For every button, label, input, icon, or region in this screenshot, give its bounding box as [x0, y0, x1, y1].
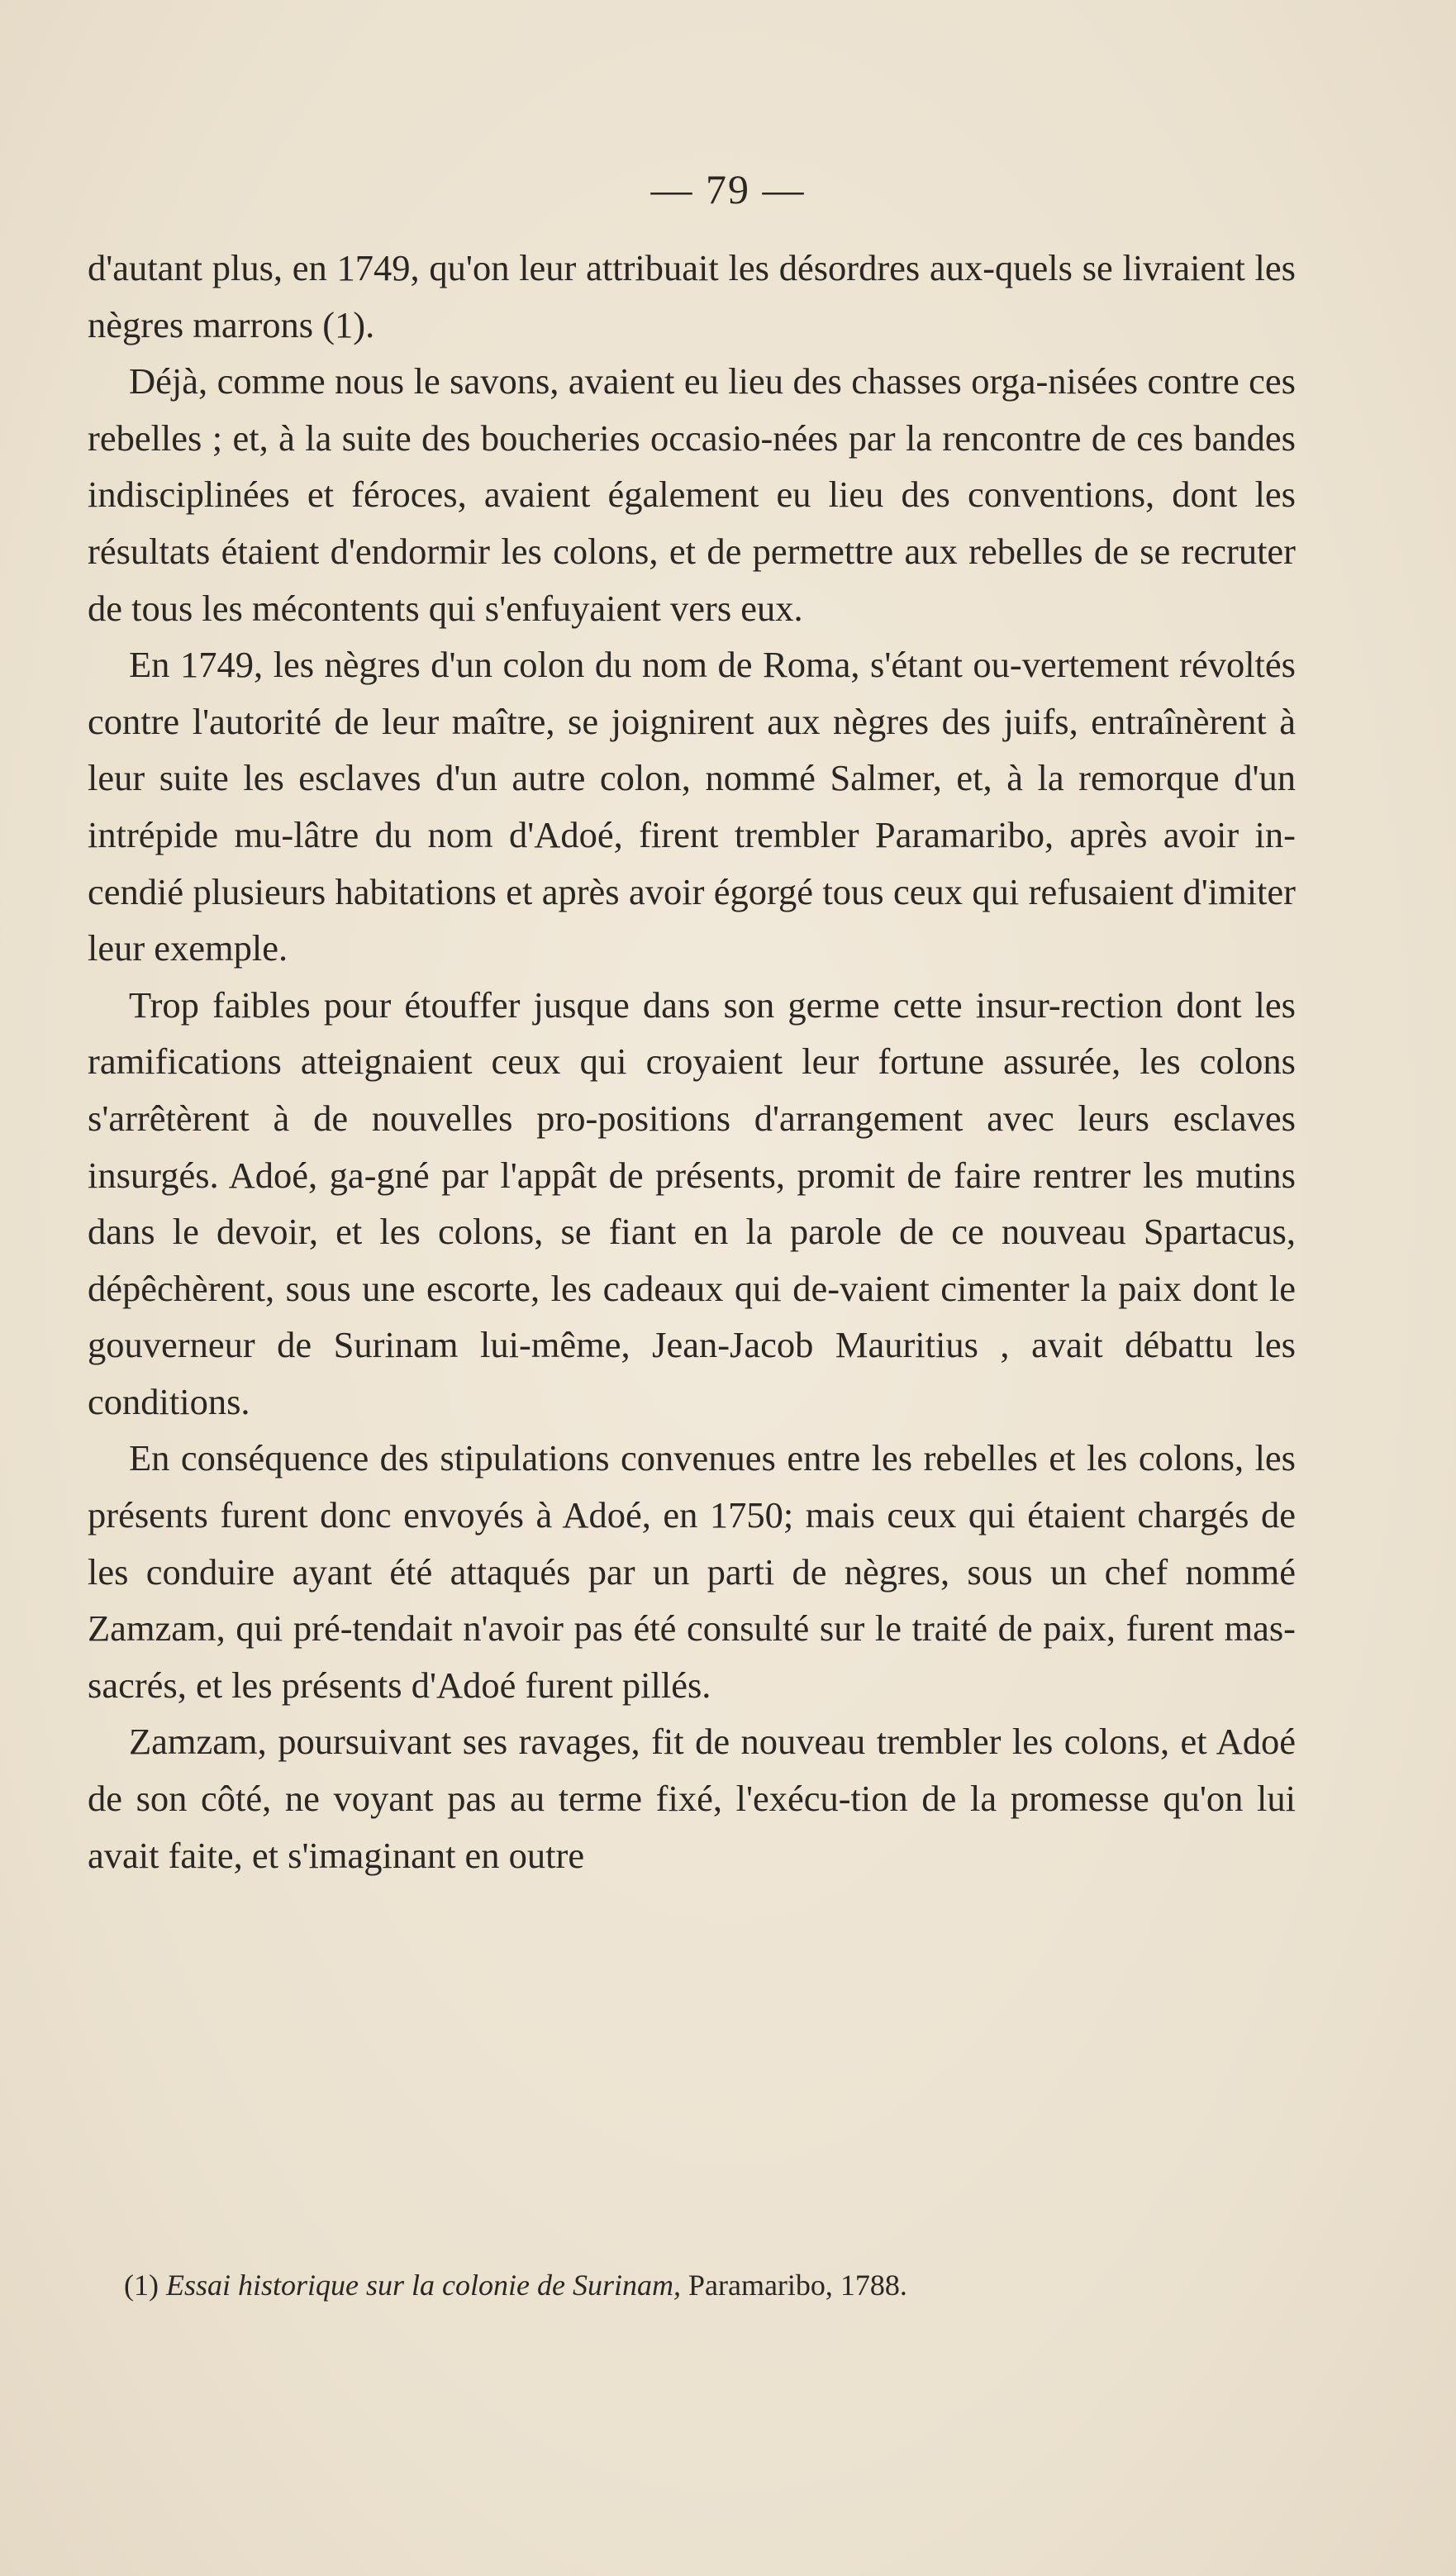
paragraph: Zamzam, poursuivant ses ravages, fit de nouveau trembler les colons, et Adoé de son côté, ne voyant pas au terme fixé, l'exécu-tion de la promesse qu'on lui avait faite, et s'imaginant en outre	[88, 1721, 1296, 1876]
body-text	[88, 240, 1296, 1883]
paragraph: Trop faibles pour étouffer jusque dans son germe cette insur-rection dont les ramifications atteignaient ceux qui croyaient leur fortune assurée, les colons s'arrêtèrent à de nouvelles pro-positions d'arrangement avec leurs esclaves insurgés. Adoé, ga-gné par l'appât de présents, promit de faire rentrer les mutins dans le devoir, et les colons, se fiant en la parole de ce nouveau Spartacus, dépêchèrent, sous une escorte, les cadeaux qui de-vaient cimenter la paix dont le gouverneur de Surinam lui-même, Jean-Jacob Mauritius , avait débattu les conditions.	[88, 983, 1296, 1422]
paragraph: En conséquence des stipulations convenues entre les rebelles et les colons, les présents furent donc envoyés à Adoé, en 1750; mais ceux qui étaient chargés de les conduire ayant été attaqués par un parti de nègres, sous un chef nommé Zamzam, qui pré-tendait n'avoir pas été consulté sur le traité de paix, furent mas-sacrés, et les présents d'Adoé furent pillés.	[88, 1437, 1296, 1706]
paragraph: Déjà, comme nous le savons, avaient eu lieu des chasses orga-nisées contre ces rebelles ; et, à la suite des boucheries occasio-nées par la rencontre de ces bandes indisciplinées et féroces, avaient également eu lieu des conventions, dont les résultats étaient d'endormir les colons, et de permettre aux rebelles de se recruter de tous les mécontents qui s'enfuyaient vers eux.	[88, 360, 1296, 629]
footnote-title: Essai historique sur la colonie de Surinam,	[165, 2269, 681, 2302]
page-number: — 79 —	[650, 166, 806, 212]
paragraph: En 1749, les nègres d'un colon du nom de Roma, s'étant ou-vertement révoltés contre l'autorité de leur maître, se joignirent aux nègres des juifs, entraînèrent à leur suite les esclaves d'un autre colon, nommé Salmer, et, à la remorque d'un intrépide mu-lâtre du nom d'Adoé, firent trembler Paramaribo, après avoir in-cendié plusieurs habitations et après avoir égorgé tous ceux qui refusaient d'imiter leur exemple.	[88, 644, 1296, 969]
footnote-marker: (1)	[124, 2269, 159, 2302]
footnote	[124, 2264, 1297, 2306]
footnote-rest: Paramaribo, 1788.	[680, 2269, 907, 2302]
paragraph-continued: d'autant plus, en 1749, qu'on leur attribuait les désordres aux-quels se livraient les nègres marrons (1).	[88, 247, 1296, 345]
